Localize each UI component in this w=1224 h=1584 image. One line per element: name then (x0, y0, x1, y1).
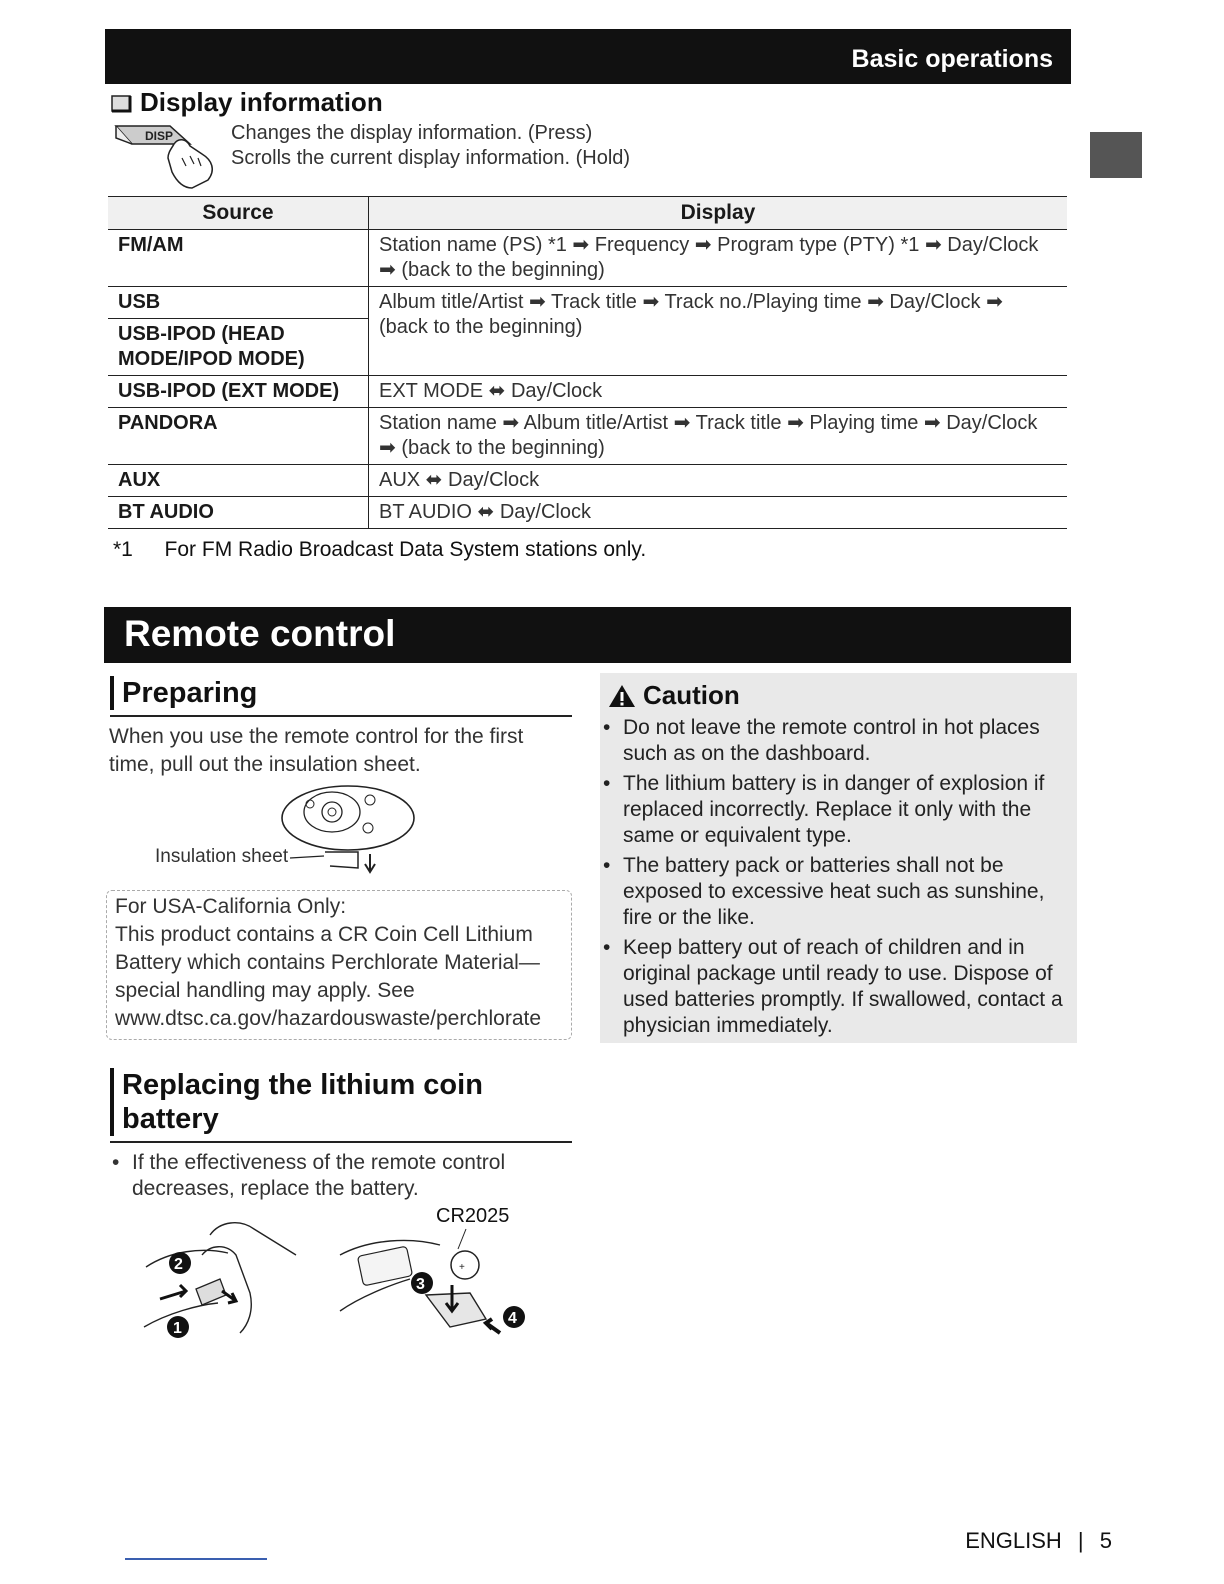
section-label: Basic operations (851, 45, 1053, 73)
disp-button-hand-icon (112, 118, 224, 190)
col-source-header: Source (108, 197, 369, 230)
battery-replacement-figure (140, 1215, 540, 1355)
table-row (108, 497, 1067, 529)
svg-text:1: 1 (173, 1320, 182, 1337)
header-bar (105, 29, 1071, 84)
replacing-heading: Replacing the lithium coin battery (110, 1068, 542, 1136)
svg-text:2: 2 (174, 1256, 183, 1273)
caution-heading: Caution (643, 680, 740, 710)
list-item: • The battery pack or batteries shall not be exposed to excessive heat such as sunshine, fire or the like. (601, 853, 1067, 931)
display-table (108, 196, 1067, 529)
battery-type-label: CR2025 (436, 1205, 510, 1227)
source-cell: AUX (108, 465, 369, 497)
caution-list (601, 715, 1067, 1043)
hold-description: Scrolls the current display information. (Hold) (231, 147, 631, 169)
display-cell: Station name (PS) *1 ➡ Frequency ➡ Program type (PTY) *1 ➡ Day/Clock ➡ (back to the beginning) (369, 230, 1068, 287)
california-text: This product contains a CR Coin Cell Lithium Battery which contains Perchlorate Material—special handling may apply. See www.dtsc.ca.gov/hazardouswaste/perchlorate (115, 923, 542, 1030)
preparing-heading: Preparing (110, 676, 257, 710)
table-row (108, 230, 1067, 287)
list-item: • Keep battery out of reach of children and in original package until ready to use. Dispose of used batteries promptly. If swallowed, contact a physician immediately. (601, 935, 1067, 1039)
page-number: 5 (1099, 1528, 1112, 1553)
table-row (108, 408, 1067, 465)
heading-rule (110, 715, 572, 717)
display-cell: AUX ⬌ Day/Clock (369, 465, 1068, 497)
replacing-list (110, 1150, 540, 1206)
display-cell: EXT MODE ⬌ Day/Clock (369, 376, 1068, 408)
source-cell: USB (108, 287, 369, 319)
heading-rule (110, 1141, 572, 1143)
display-cell: BT AUDIO ⬌ Day/Clock (369, 497, 1068, 529)
list-item: • Do not leave the remote control in hot places such as on the dashboard. (601, 715, 1067, 767)
source-cell: USB-IPOD (HEAD MODE/IPOD MODE) (108, 319, 369, 376)
svg-text:+: + (459, 1262, 465, 1273)
display-info-title: Display information (140, 87, 383, 117)
side-tab-marker (1090, 132, 1142, 178)
disp-key-label: DISP (145, 129, 174, 143)
table-row (108, 287, 1067, 319)
footnote (113, 538, 646, 562)
table-row (108, 465, 1067, 497)
table-row (108, 376, 1067, 408)
remote-control-banner (104, 607, 1071, 663)
footer-separator: | (1077, 1528, 1084, 1553)
col-display-header: Display (369, 197, 1068, 230)
display-cell: Station name ➡ Album title/Artist ➡ Track title ➡ Playing time ➡ Day/Clock ➡ (back to the beginning) (369, 408, 1068, 465)
press-description: Changes the display information. (Press) (231, 122, 593, 144)
svg-text:4: 4 (508, 1310, 517, 1327)
list-item: • The lithium battery is in danger of explosion if replaced incorrectly. Replace it only with the same or equivalent type. (601, 771, 1067, 849)
source-cell: BT AUDIO (108, 497, 369, 529)
preparing-text: When you use the remote control for the first time, pull out the insulation sheet. (109, 725, 524, 776)
svg-text:3: 3 (416, 1276, 425, 1293)
list-item: • If the effectiveness of the remote control decreases, replace the battery. (110, 1150, 540, 1202)
footnote-text: For FM Radio Broadcast Data System stations only. (164, 538, 647, 561)
remote-insulation-figure (270, 782, 430, 877)
remote-control-title: Remote control (124, 613, 396, 654)
page-footer (965, 1528, 1112, 1554)
footer-language: ENGLISH (965, 1528, 1062, 1553)
source-cell: USB-IPOD (EXT MODE) (108, 376, 369, 408)
footer-rule (125, 1558, 267, 1560)
source-cell: FM/AM (108, 230, 369, 287)
warning-icon (607, 683, 637, 709)
footnote-mark: *1 (113, 538, 133, 561)
source-cell: PANDORA (108, 408, 369, 465)
california-title: For USA-California Only: (115, 895, 347, 918)
insulation-sheet-label: Insulation sheet (155, 846, 289, 867)
display-cell: Album title/Artist ➡ Track title ➡ Track no./Playing time ➡ Day/Clock ➡ (back to the beginning) (369, 287, 1068, 376)
section-square-icon (110, 91, 132, 113)
